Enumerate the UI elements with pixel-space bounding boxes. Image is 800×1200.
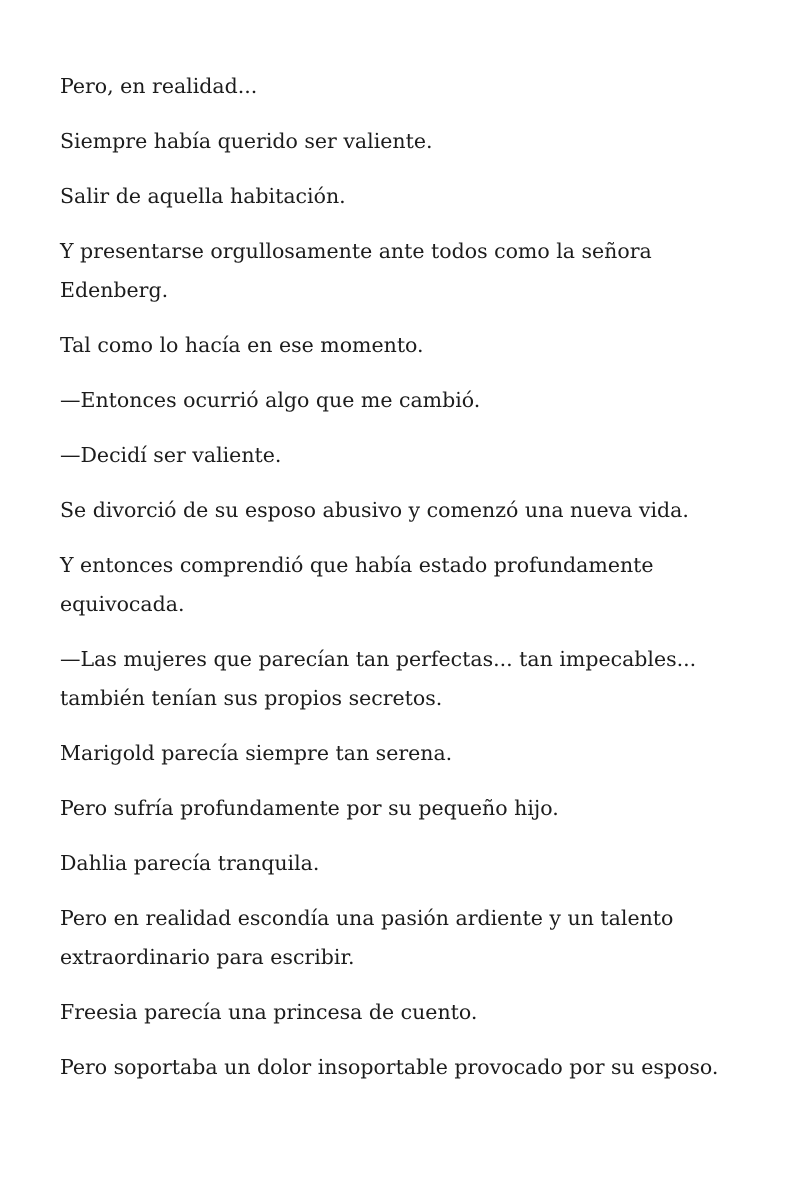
paragraph: —Entonces ocurrió algo que me cambió. — [60, 388, 481, 412]
paragraph: Pero sufría profundamente por su pequeño hijo. — [60, 796, 559, 820]
paragraph: Dahlia parecía tranquila. — [60, 851, 320, 875]
paragraph: —Las mujeres que parecían tan perfectas... tan impecables... también tenían sus propios secretos. — [60, 647, 697, 710]
paragraph: —Decidí ser valiente. — [60, 443, 282, 467]
paragraph: Marigold parecía siempre tan serena. — [60, 741, 453, 765]
paragraph: Se divorció de su esposo abusivo y comenzó una nueva vida. — [60, 498, 689, 522]
paragraph: Tal como lo hacía en ese momento. — [60, 333, 424, 357]
paragraph: Freesia parecía una princesa de cuento. — [60, 1000, 478, 1024]
paragraph: Pero soportaba un dolor insoportable provocado por su esposo. — [60, 1055, 719, 1079]
paragraph: Pero en realidad escondía una pasión ardiente y un talento extraordinario para escribir. — [60, 906, 674, 969]
document-body — [60, 67, 750, 1103]
paragraph: Salir de aquella habitación. — [60, 184, 346, 208]
paragraph: Siempre había querido ser valiente. — [60, 129, 433, 153]
paragraph: Pero, en realidad... — [60, 74, 258, 98]
paragraph: Y presentarse orgullosamente ante todos como la señora Edenberg. — [60, 239, 652, 302]
paragraph: Y entonces comprendió que había estado profundamente equivocada. — [60, 553, 654, 616]
